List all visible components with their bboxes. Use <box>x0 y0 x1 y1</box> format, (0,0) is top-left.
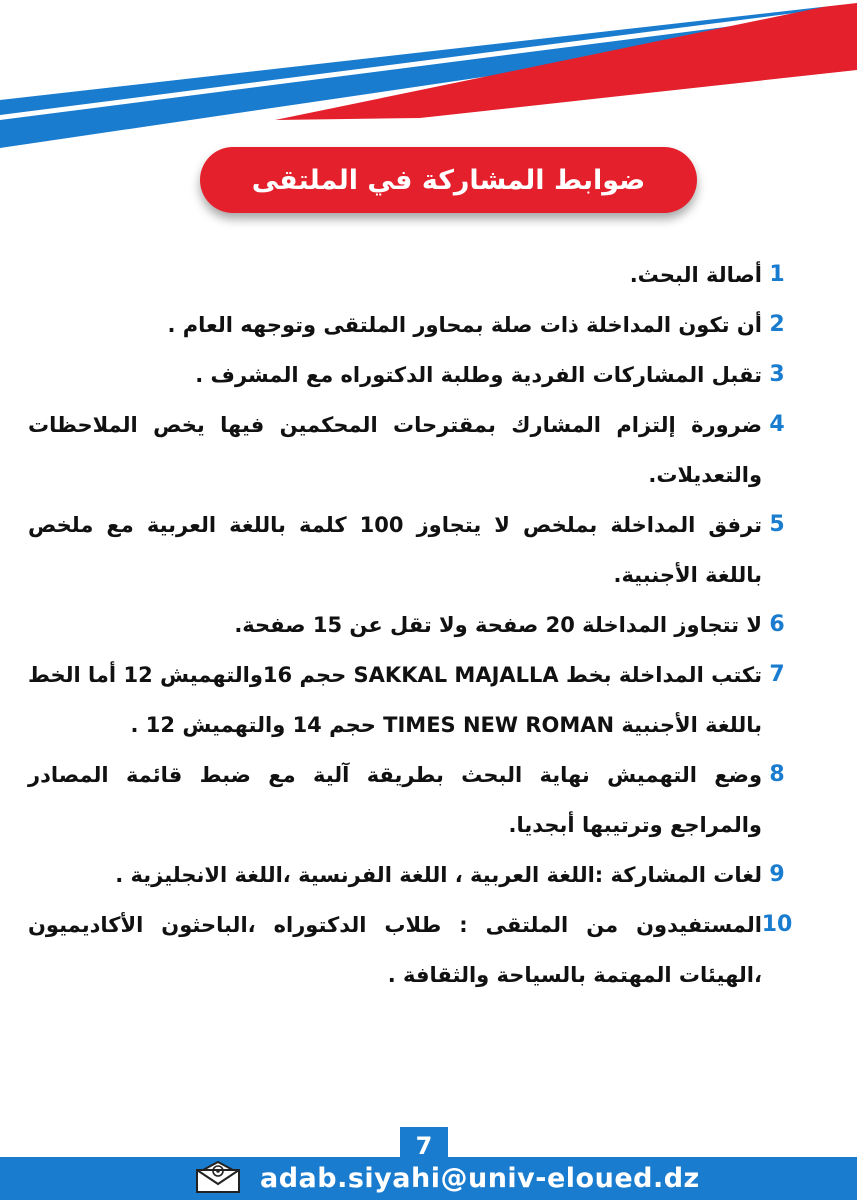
item-text: ترفق المداخلة بملخص لا يتجاوز 100 كلمة باللغة العربية مع ملخص باللغة الأجنبية. <box>28 513 762 587</box>
item-text: تقبل المشاركات الفردية وطلبة الدكتوراه مع المشرف . <box>195 363 762 387</box>
item-text: المستفيدون من الملتقى : طلاب الدكتوراه ،الباحثون الأكاديميون ،الهيئات المهتمة بالسياحة والثقافة . <box>28 913 762 987</box>
header-decoration <box>0 0 857 160</box>
item-number: 7 <box>769 662 785 687</box>
list-item <box>0 350 857 400</box>
item-text: لا تتجاوز المداخلة 20 صفحة ولا تقل عن 15 صفحة. <box>234 613 762 637</box>
list-item <box>0 850 857 900</box>
email-address[interactable]: adab.siyahi@univ-eloued.dz <box>260 1163 700 1194</box>
item-number: 9 <box>769 862 785 887</box>
email-icon <box>195 1160 241 1194</box>
item-number: 4 <box>769 412 785 437</box>
item-text: ضرورة إلتزام المشارك بمقترحات المحكمين فيها يخص الملاحظات والتعديلات. <box>28 413 762 487</box>
item-text: أصالة البحث. <box>629 263 762 287</box>
item-number: 1 <box>769 262 785 287</box>
list-item <box>0 300 857 350</box>
item-number: 6 <box>769 612 785 637</box>
item-text: أن تكون المداخلة ذات صلة بمحاور الملتقى وتوجهه العام . <box>167 313 762 337</box>
page-title: ضوابط المشاركة في الملتقى <box>200 147 697 213</box>
item-text: تكتب المداخلة بخط SAKKAL MAJALLA حجم 16والتهميش 12 أما الخط باللغة الأجنبية TIMES NEW ROMAN حجم 14 والتهميش 12 . <box>28 663 762 737</box>
item-number: 2 <box>769 312 785 337</box>
list-item <box>0 600 857 650</box>
list-item <box>0 750 857 850</box>
list-item <box>0 500 857 600</box>
list-item <box>0 250 857 300</box>
item-text: لغات المشاركة :اللغة العربية ، اللغة الفرنسية ،اللغة الانجليزية . <box>115 863 762 887</box>
list-item <box>0 400 857 500</box>
item-number: 10 <box>761 912 793 937</box>
list-item <box>0 900 857 1000</box>
item-text: وضع التهميش نهاية البحث بطريقة آلية مع ضبط قائمة المصادر والمراجع وترتيبها أبجديا. <box>28 763 762 837</box>
item-number: 3 <box>769 362 785 387</box>
page-number: 7 <box>400 1127 448 1165</box>
list-item <box>0 650 857 750</box>
item-number: 8 <box>769 762 785 787</box>
item-number: 5 <box>769 512 785 537</box>
rules-list <box>0 250 857 1000</box>
